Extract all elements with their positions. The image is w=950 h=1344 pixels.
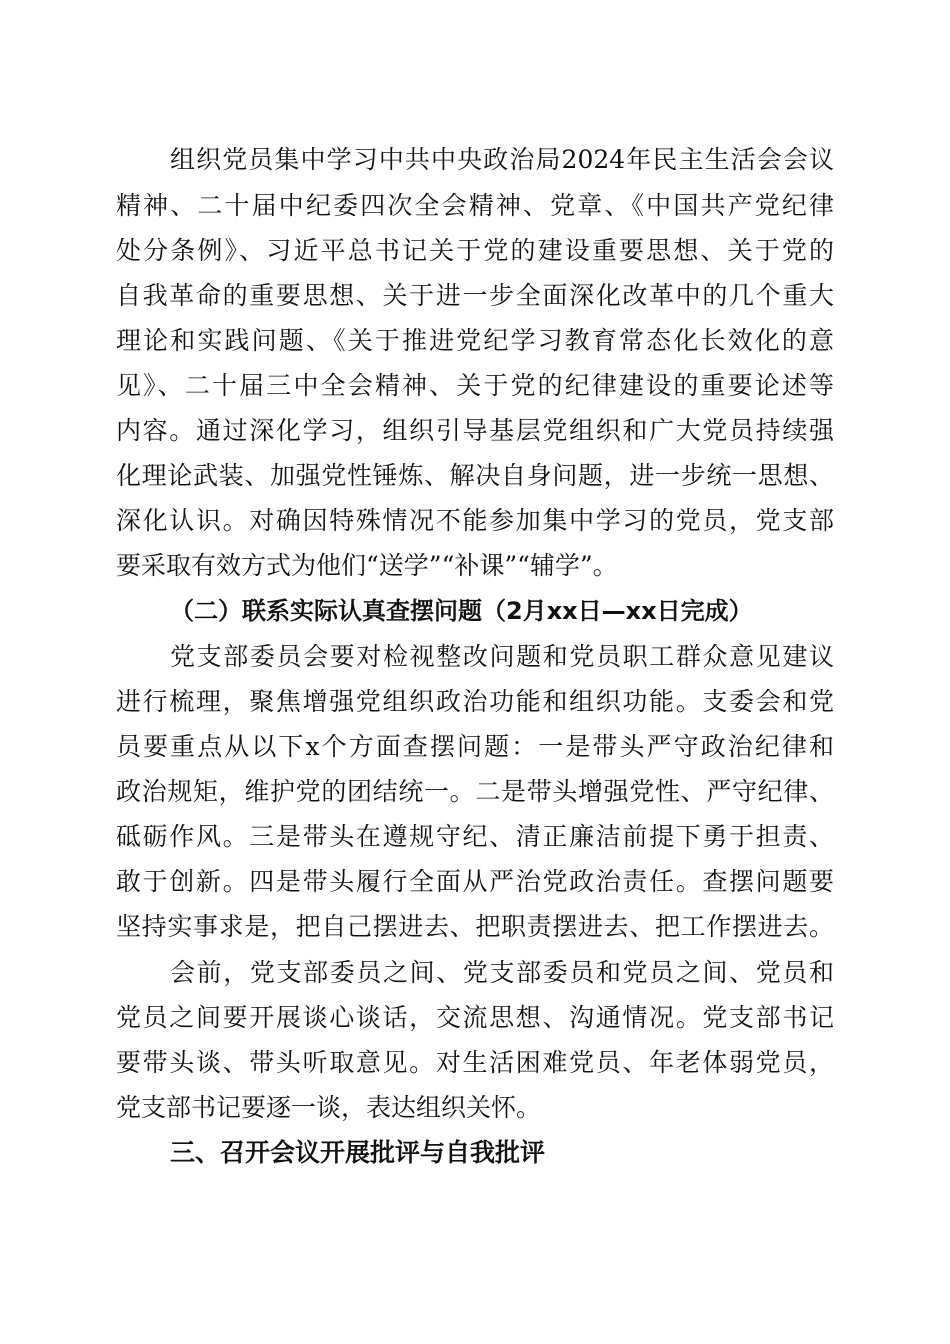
paragraph-line: 要带头谈、带头听取意见。对生活困难党员、年老体弱党员， <box>116 1048 834 1077</box>
section-heading: 三、召开会议开展批评与自我批评 <box>170 1138 546 1167</box>
paragraph-line: 砥砺作风。三是带头在遵规守纪、清正廉洁前提下勇于担责、 <box>116 822 834 851</box>
paragraph-line: 精神、二十届中纪委四次全会精神、党章、《中国共产党纪律 <box>116 191 834 220</box>
paragraph-line: 内容。通过深化学习，组织引导基层党组织和广大党员持续强 <box>116 416 834 445</box>
paragraph-line: 党支部委员会要对检视整改问题和党员职工群众意见建议 <box>170 642 834 671</box>
paragraph-line: 进行梳理，聚焦增强党组织政治功能和组织功能。支委会和党 <box>116 687 834 716</box>
paragraph-line: 党支部书记要逐一谈，表达组织关怀。 <box>116 1093 542 1122</box>
paragraph-line: 化理论武装、加强党性锤炼、解决自身问题，进一步统一思想、 <box>116 461 834 490</box>
paragraph-line: 自我革命的重要思想、关于进一步全面深化改革中的几个重大 <box>116 281 834 310</box>
paragraph-line: 见》、二十届三中全会精神、关于党的纪律建设的重要论述等 <box>116 371 834 400</box>
paragraph-line: 员要重点从以下x个方面查摆问题：一是带头严守政治纪律和 <box>116 732 834 761</box>
paragraph-line: 坚持实事求是，把自己摆进去、把职责摆进去、把工作摆进去。 <box>116 912 834 941</box>
paragraph-line: 理论和实践问题、《关于推进党纪学习教育常态化长效化的意 <box>116 326 834 355</box>
section-subheading: （二）联系实际认真查摆问题（2月xx日—xx日完成） <box>170 597 753 625</box>
paragraph-line: 组织党员集中学习中共中央政治局2024年民主生活会会议 <box>170 145 834 174</box>
paragraph-line: 政治规矩，维护党的团结统一。二是带头增强党性、严守纪律、 <box>116 777 834 806</box>
paragraph-line: 党员之间要开展谈心谈话，交流思想、沟通情况。党支部书记 <box>116 1003 834 1032</box>
paragraph-line: 要采取有效方式为他们“送学”“补课”“辅学”。 <box>116 551 618 580</box>
paragraph-line: 处分条例》、习近平总书记关于党的建设重要思想、关于党的 <box>116 236 834 265</box>
paragraph-line: 敢于创新。四是带头履行全面从严治党政治责任。查摆问题要 <box>116 867 834 896</box>
paragraph-line: 深化认识。对确因特殊情况不能参加集中学习的党员，党支部 <box>116 506 834 535</box>
paragraph-line: 会前，党支部委员之间、党支部委员和党员之间、党员和 <box>170 958 834 987</box>
